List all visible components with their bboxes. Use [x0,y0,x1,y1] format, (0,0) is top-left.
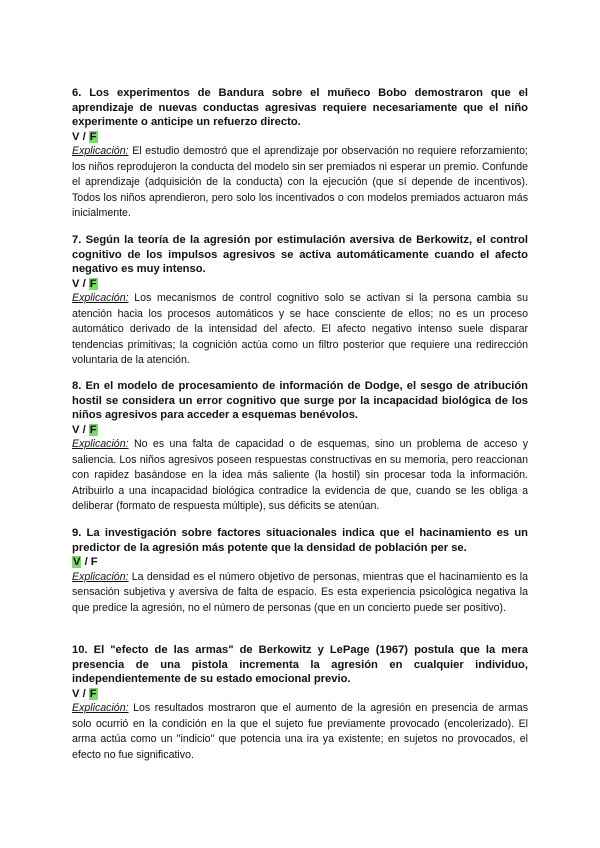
true-false-options [72,687,528,702]
option-separator: / [79,423,89,436]
option-separator: / [79,130,89,143]
option-false-selected[interactable]: F [89,687,97,700]
option-false-selected[interactable]: F [89,277,97,290]
question-block-10 [72,643,528,763]
explanation-text: La densidad es el número objetivo de personas, mientras que el hacinamiento es la sensación subjetiva y aversiva de falta de espacio. Es esta experiencia psicológica negativa la que predice la agresión, no el número de personas (que en un concierto puede ser positivo). [72,570,528,614]
explanation [72,437,528,514]
option-true-selected[interactable]: V [73,556,81,569]
option-false[interactable]: F [90,556,98,569]
explanation-label: Explicación: [72,145,129,158]
option-separator: / [81,556,91,569]
question-text: 10. El "efecto de las armas" de Berkowitz y LePage (1967) postula que la mera presencia de una pistola incrementa la agresión en cualquier individuo, independientemente de su estado emocional previo. [72,644,528,686]
explanation-text: Los resultados mostraron que el aumento de la agresión en presencia de armas solo ocurrió en la condición en la que el sujeto fue previamente provocado (encolerizado). El arma actúa como un "indicio" que potencia una ira ya existente; en sujetos no provocados, el efecto no fue significativo. [72,702,528,761]
option-true[interactable]: V [72,277,80,290]
explanation [72,144,528,221]
question-block-9 [72,526,528,616]
question-text: 8. En el modelo de procesamiento de información de Dodge, el sesgo de atribución hostil se considera un error cognitivo que surge por la incapacidad biológica de los niños agresivos para acceder a esquemas benévolos. [72,380,528,422]
explanation [72,570,528,616]
option-true[interactable]: V [72,687,80,700]
question-text: 7. Según la teoría de la agresión por estimulación aversiva de Berkowitz, el control cognitivo de los impulsos agresivos se activa automáticamente cuando el afecto negativo es muy intenso. [72,234,528,276]
explanation [72,701,528,763]
explanation-text: No es una falta de capacidad o de esquemas, sino un problema de acceso y saliencia. Los niños agresivos poseen respuestas constructivas en su memoria, pero reaccionan con rapidez basándose en la idea más saliente (la hostil) sin procesar toda la información. Atribuirlo a una incapacidad biológica contradice la evidencia de que, cuando se les obliga a deliberar (formato de respuesta múltiple), sus déficits se atenúan. [72,438,528,512]
explanation-label: Explicación: [72,292,129,305]
true-false-options [72,277,528,292]
explanation-label: Explicación: [72,570,129,583]
explanation-text: Los mecanismos de control cognitivo solo se activan si la persona cambia su atención hacia los procesos automáticos y se hace consciente de ellos; no es un proceso automático derivado de la intensidad del afecto. El afecto negativo intenso suele disparar tendencias primitivas; la cognición actúa como un filtro posterior que requiere una redirección voluntaria de la atención. [72,292,528,366]
question-block-8 [72,379,528,514]
question-block-7 [72,233,528,368]
true-false-options [72,555,528,570]
option-true[interactable]: V [72,423,80,436]
true-false-options [72,130,528,145]
true-false-options [72,423,528,438]
option-separator: / [79,277,89,290]
option-false-selected[interactable]: F [89,423,97,436]
option-separator: / [79,687,89,700]
explanation-label: Explicación: [72,702,129,715]
option-false-selected[interactable]: F [89,130,97,143]
explanation-text: El estudio demostró que el aprendizaje por observación no requiere reforzamiento; los niños reprodujeron la conducta del modelo sin ser premiados ni esperar un premio. Confunde el aprendizaje (adquisición de la conducta) con la ejecución (que sí depende de incentivos). Todos los niños aprendieron, pero solo los incentivados o con modelos premiados actuaron más inicialmente. [72,145,528,219]
question-block-6 [72,86,528,221]
explanation [72,291,528,368]
explanation-label: Explicación: [72,438,129,451]
question-text: 6. Los experimentos de Bandura sobre el muñeco Bobo demostraron que el aprendizaje de nuevas conductas agresivas requiere necesariamente que el niño experimente o anticipe un refuerzo directo. [72,87,528,129]
question-text: 9. La investigación sobre factores situacionales indica que el hacinamiento es un predictor de la agresión más potente que la densidad de población per se. [72,527,528,554]
option-true[interactable]: V [72,130,80,143]
